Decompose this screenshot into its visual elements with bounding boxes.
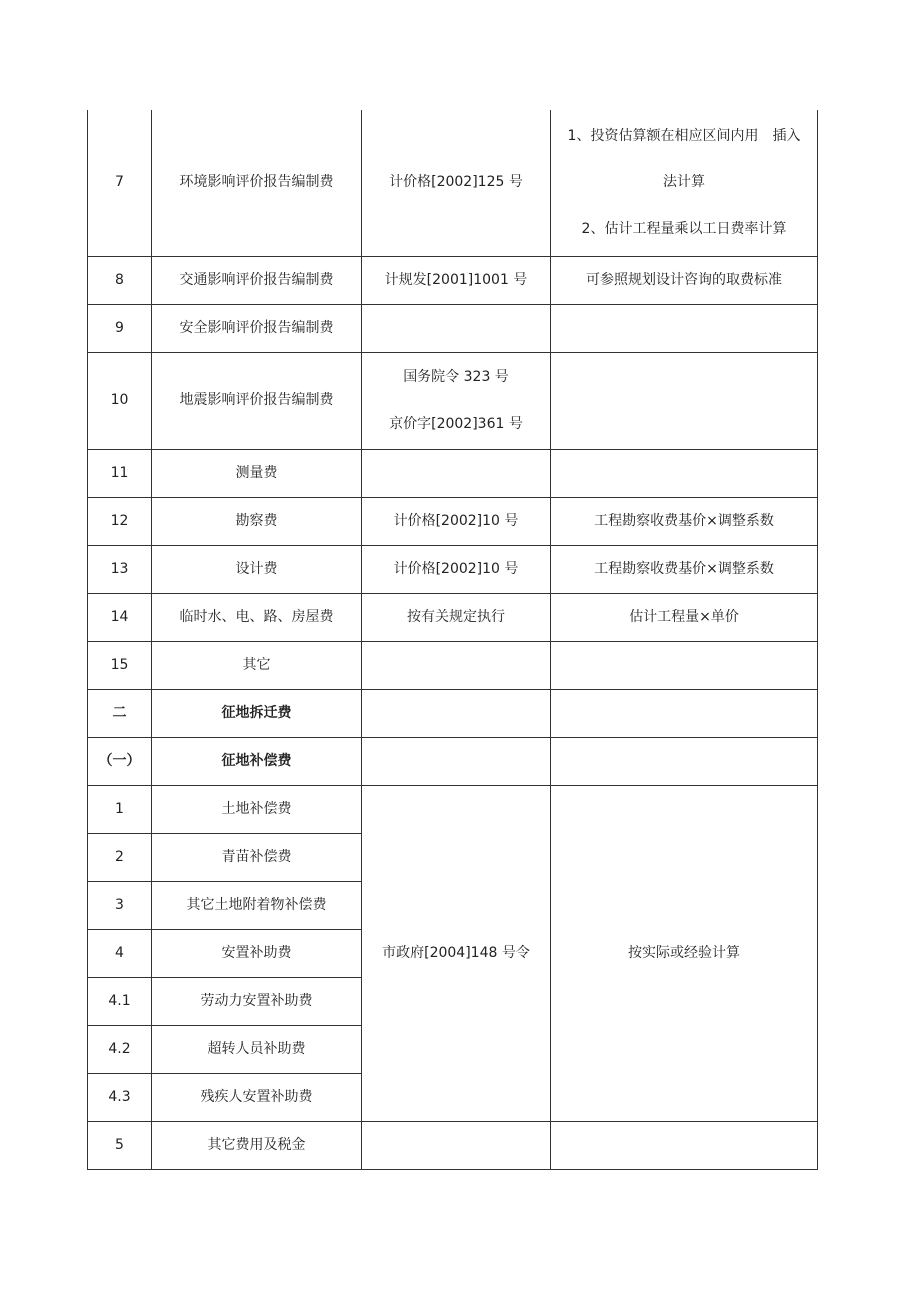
row-note	[551, 737, 818, 785]
row-item-name: 残疾人安置补助费	[152, 1073, 362, 1121]
row-note	[551, 689, 818, 737]
table-row	[88, 110, 818, 256]
table-row	[88, 352, 818, 449]
row-basis	[362, 304, 551, 352]
row-basis	[362, 110, 551, 256]
row-number: 12	[88, 497, 152, 545]
row-basis	[362, 737, 551, 785]
row-basis-line: 计价格[2002]10 号	[393, 560, 519, 577]
table-row	[88, 785, 818, 833]
table-row	[88, 593, 818, 641]
row-basis	[362, 497, 551, 545]
row-note-line: 工程勘察收费基价×调整系数	[594, 512, 774, 529]
row-item-name: 土地补偿费	[152, 785, 362, 833]
row-item-name: 青苗补偿费	[152, 833, 362, 881]
row-number: （一）	[88, 737, 152, 785]
table-row	[88, 449, 818, 497]
row-number: 4.1	[88, 977, 152, 1025]
table-row	[88, 497, 818, 545]
row-item-name: 勘察费	[152, 497, 362, 545]
row-number: 8	[88, 256, 152, 304]
row-note-line: 2、估计工程量乘以工日费率计算	[581, 221, 787, 238]
row-basis-line: 京价字[2002]361 号	[389, 415, 523, 432]
row-item-name: 临时水、电、路、房屋费	[152, 593, 362, 641]
row-item-name: 其它费用及税金	[152, 1121, 362, 1169]
row-number: 11	[88, 449, 152, 497]
row-note	[551, 256, 818, 304]
fee-table-body	[88, 110, 818, 1169]
row-basis	[362, 256, 551, 304]
table-row	[88, 1121, 818, 1169]
row-basis-line: 计规发[2001]1001 号	[384, 271, 528, 288]
row-number: 3	[88, 881, 152, 929]
row-number: 10	[88, 352, 152, 449]
row-number: 14	[88, 593, 152, 641]
row-basis	[362, 449, 551, 497]
row-item-name: 其它	[152, 641, 362, 689]
row-item-name: 测量费	[152, 449, 362, 497]
row-note-line: 法计算	[663, 174, 705, 191]
row-item-name: 劳动力安置补助费	[152, 977, 362, 1025]
row-item-name: 其它土地附着物补偿费	[152, 881, 362, 929]
group-basis: 市政府[2004]148 号令	[362, 785, 551, 1121]
row-basis	[362, 689, 551, 737]
row-basis	[362, 641, 551, 689]
row-item-name: 安置补助费	[152, 929, 362, 977]
row-basis	[362, 352, 551, 449]
row-number: 13	[88, 545, 152, 593]
fee-table	[87, 110, 818, 1170]
table-row	[88, 641, 818, 689]
row-note	[551, 1121, 818, 1169]
row-item-name: 安全影响评价报告编制费	[152, 304, 362, 352]
table-row	[88, 545, 818, 593]
row-basis-line: 按有关规定执行	[407, 608, 505, 625]
row-note	[551, 110, 818, 256]
row-basis-line: 国务院令 323 号	[403, 368, 509, 385]
row-note	[551, 545, 818, 593]
group-note: 按实际或经验计算	[551, 785, 818, 1121]
row-note-line: 工程勘察收费基价×调整系数	[594, 560, 774, 577]
row-number: 二	[88, 689, 152, 737]
row-note	[551, 304, 818, 352]
row-item-name: 交通影响评价报告编制费	[152, 256, 362, 304]
row-basis-line: 计价格[2002]125 号	[389, 174, 523, 191]
row-number: 4	[88, 929, 152, 977]
row-note-line: 1、投资估算额在相应区间内用 插入	[567, 127, 801, 144]
row-basis	[362, 1121, 551, 1169]
row-item-name: 地震影响评价报告编制费	[152, 352, 362, 449]
row-number: 15	[88, 641, 152, 689]
row-note-line: 估计工程量×单价	[629, 608, 739, 625]
row-item-name: 设计费	[152, 545, 362, 593]
row-number: 7	[88, 110, 152, 256]
row-number: 4.2	[88, 1025, 152, 1073]
row-basis	[362, 545, 551, 593]
row-note	[551, 641, 818, 689]
row-note	[551, 593, 818, 641]
table-row	[88, 304, 818, 352]
row-item-name: 征地补偿费	[152, 737, 362, 785]
row-number: 4.3	[88, 1073, 152, 1121]
table-row	[88, 737, 818, 785]
row-basis	[362, 593, 551, 641]
table-row	[88, 256, 818, 304]
row-number: 2	[88, 833, 152, 881]
row-item-name: 环境影响评价报告编制费	[152, 110, 362, 256]
row-item-name: 征地拆迁费	[152, 689, 362, 737]
row-number: 9	[88, 304, 152, 352]
row-note-line: 可参照规划设计咨询的取费标准	[586, 271, 782, 288]
row-note	[551, 352, 818, 449]
row-number: 1	[88, 785, 152, 833]
row-basis-line: 计价格[2002]10 号	[393, 512, 519, 529]
row-note	[551, 497, 818, 545]
row-note	[551, 449, 818, 497]
row-number: 5	[88, 1121, 152, 1169]
table-row	[88, 689, 818, 737]
row-item-name: 超转人员补助费	[152, 1025, 362, 1073]
